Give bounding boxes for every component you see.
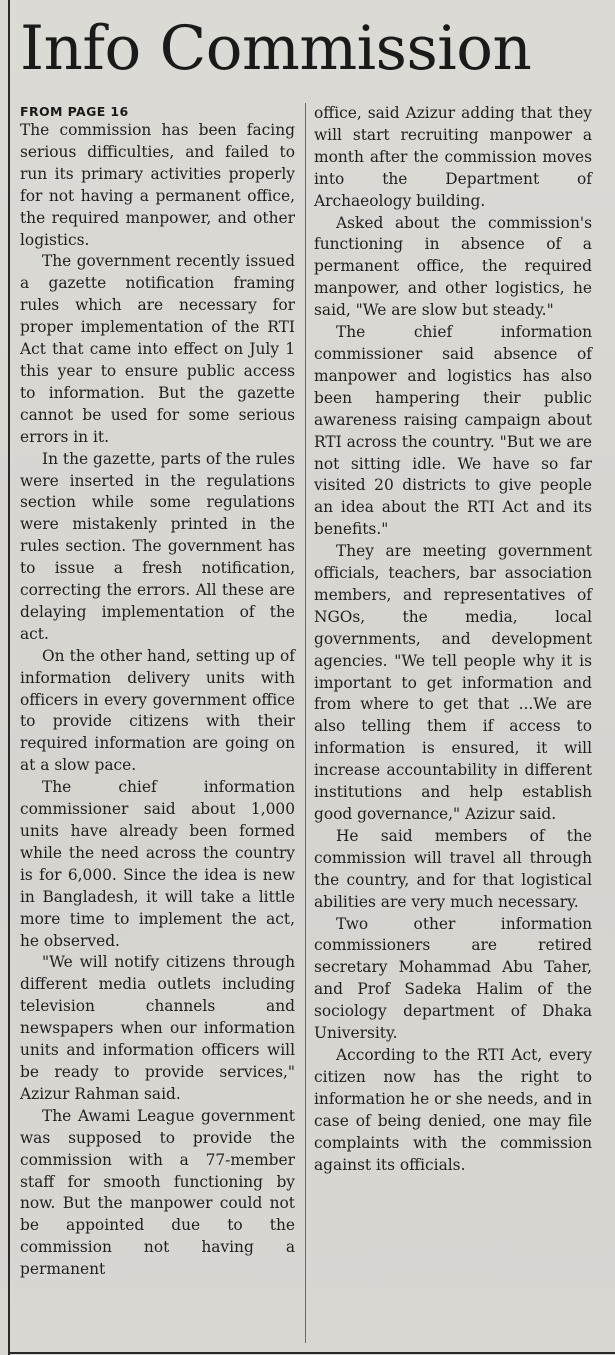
paragraph: Asked about the commission's functioning in absence of a permanent office, the required manpower, and other logistics, he said, "We are slow but steady.": [314, 213, 592, 320]
paragraph: Two other information commissioners are retired secretary Mohammad Abu Taher, and Prof Sadeka Halim of the sociology department of Dhaka University.: [314, 914, 592, 1043]
column-divider: [305, 103, 306, 1343]
paragraph: He said members of the commission will travel all through the country, and for that logistical abilities are very much necessary.: [314, 826, 592, 911]
article-column-right: [314, 103, 592, 1176]
paragraph: They are meeting government officials, teachers, bar association members, and representatives of NGOs, the media, local governments, and development agencies. "We tell people why it is important to get information and from where to get that ...We are also telling them if access to information is ensured, it will increase accountability in different institutions and help establish good governance," Azizur said.: [314, 542, 592, 823]
paragraph: The government recently issued a gazette notification framing rules which are necessary for proper implementation of the RTI Act that came into effect on July 1 this year to ensure public access to information. But the gazette cannot be used for some serious errors in it.: [20, 252, 295, 446]
paragraph: The chief information commissioner said about 1,000 units have already been formed while the need across the country is for 6,000. Since the idea is new in Bangladesh, it will take a little more time to implement the act, he observed.: [20, 778, 295, 950]
paragraph: According to the RTI Act, every citizen now has the right to information he or she needs, and in case of being denied, one may file complaints with the commission against its officials.: [314, 1045, 592, 1174]
headline: Info Commission: [20, 13, 532, 84]
paragraph: In the gazette, parts of the rules were inserted in the regulations section while some regulations were mistakenly printed in the rules section. The government has to issue a fresh notification, correcting the errors. All these are delaying implementation of the act.: [20, 449, 295, 643]
paragraph: On the other hand, setting up of information delivery units with officers in every government office to provide citizens with their required information are going on at a slow pace.: [20, 646, 295, 775]
left-border-rule: [8, 0, 10, 1355]
paragraph: The chief information commissioner said absence of manpower and logistics has also been hampering their public awareness raising campaign about RTI across the country. "But we are not sitting idle. We have so far visited 20 districts to give people an idea about the RTI Act and its benefits.": [314, 323, 592, 539]
bottom-border-rule: [10, 1352, 615, 1354]
paragraph: office, said Azizur adding that they will start recruiting manpower a month after the commission moves into the Department of Archaeology building.: [314, 104, 592, 210]
paragraph: The commission has been facing serious difficulties, and failed to run its primary activities properly for not having a permanent office, the required manpower, and other logistics.: [20, 121, 295, 249]
article-column-left: [20, 103, 295, 1281]
paragraph: "We will notify citizens through different media outlets including television channels and newspapers when our information units and information officers will be ready to provide services," Azizur Rahman said.: [20, 953, 295, 1103]
continued-from-kicker: FROM PAGE 16: [20, 104, 129, 119]
paragraph: The Awami League government was supposed to provide the commission with a 77-member staff for smooth functioning by now. But the manpower could not be appointed due to the commission not having a permanent: [20, 1106, 295, 1279]
